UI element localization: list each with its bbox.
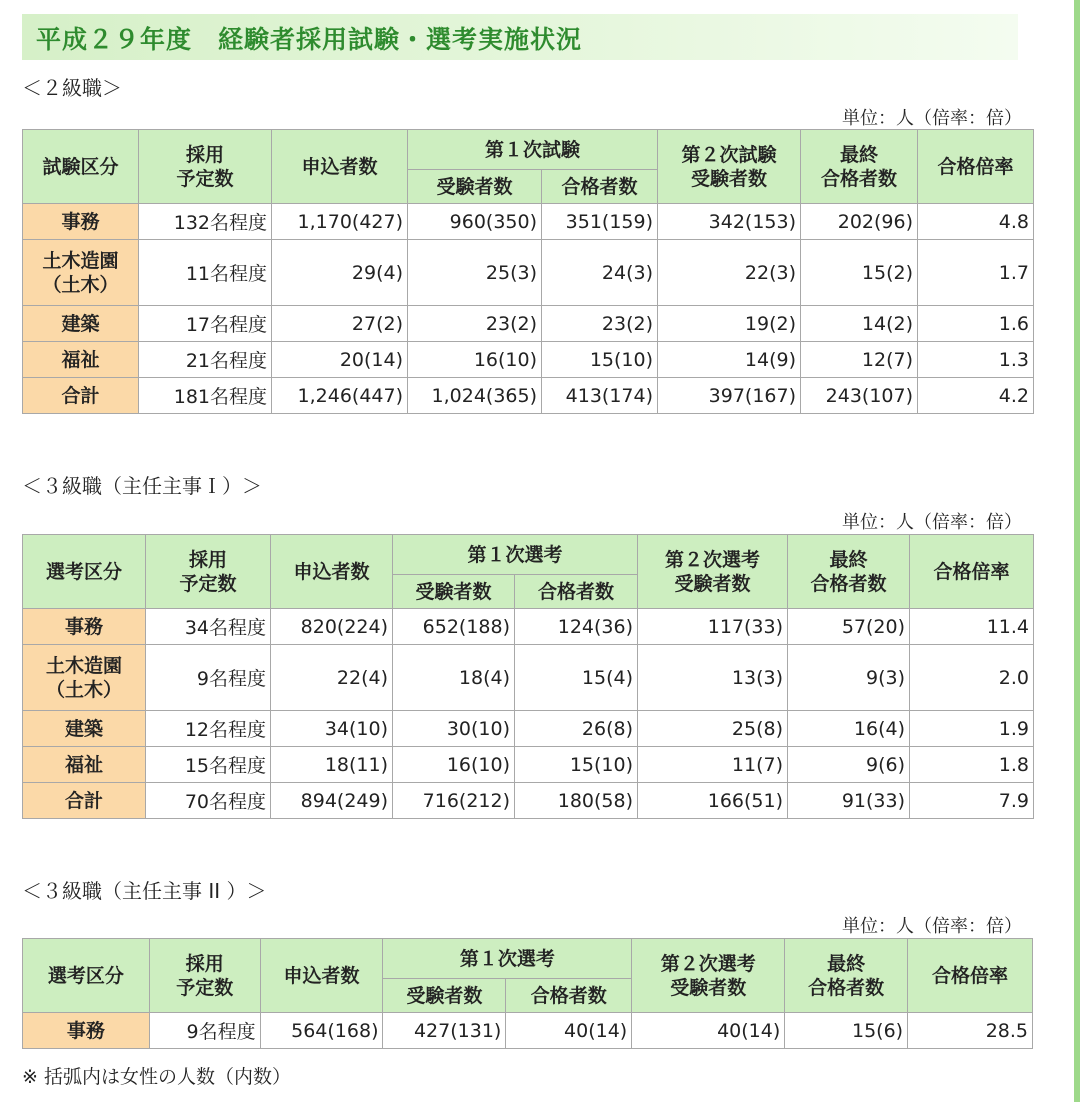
first-passers-cell: 351(159) [542,204,658,240]
final-passers-cell: 9(3) [788,645,910,711]
header-applicants: 申込者数 [272,130,408,204]
second-examinees-cell: 14(9) [658,342,801,378]
ratio-cell: 7.9 [910,783,1034,819]
ratio-cell: 1.6 [918,306,1034,342]
ratio-cell: 2.0 [910,645,1034,711]
unit-note: 単位：人（倍率：倍） [842,916,1022,937]
second-examinees-cell: 11(7) [638,747,788,783]
right-border-decoration [1074,0,1080,1102]
header-applicants: 申込者数 [271,535,393,609]
first-examinees-cell: 427(131) [383,1013,506,1049]
row-category-cell: 事務 [23,204,139,240]
table-row [23,783,1034,819]
first-examinees-cell: 960(350) [408,204,542,240]
second-examinees-cell: 40(14) [632,1013,785,1049]
header-first-passers: 合格者数 [506,979,632,1013]
planned-cell: 70名程度 [146,783,271,819]
first-passers-cell: 24(3) [542,240,658,306]
first-examinees-cell: 16(10) [408,342,542,378]
second-examinees-cell: 117(33) [638,609,788,645]
applicants-cell: 29(4) [272,240,408,306]
table-grade2 [22,129,1034,414]
header-first-passers: 合格者数 [515,575,638,609]
row-category-cell: 事務 [23,609,146,645]
applicants-cell: 27(2) [272,306,408,342]
table-grade3-chief-2 [22,938,1033,1049]
header-planned: 採用 予定数 [146,535,271,609]
header-first-examinees: 受験者数 [383,979,506,1013]
final-passers-cell: 15(6) [785,1013,908,1049]
header-second-examinees: 第２次選考 受験者数 [632,939,785,1013]
first-passers-cell: 15(10) [515,747,638,783]
planned-cell: 12名程度 [146,711,271,747]
final-passers-cell: 16(4) [788,711,910,747]
planned-cell: 132名程度 [139,204,272,240]
planned-cell: 15名程度 [146,747,271,783]
title-bar [22,14,1018,60]
ratio-cell: 4.8 [918,204,1034,240]
header-first-exam: 第１次選考 [393,535,638,575]
header-planned: 採用 予定数 [149,939,260,1013]
planned-cell: 11名程度 [139,240,272,306]
row-category-cell: 事務 [23,1013,150,1049]
first-passers-cell: 180(58) [515,783,638,819]
final-passers-cell: 9(6) [788,747,910,783]
table-row [23,609,1034,645]
header-category: 選考区分 [23,939,150,1013]
header-second-examinees: 第２次選考 受験者数 [638,535,788,609]
second-examinees-cell: 25(8) [638,711,788,747]
header-final-passers: 最終 合格者数 [801,130,918,204]
header-first-exam: 第１次試験 [408,130,658,170]
first-examinees-cell: 16(10) [393,747,515,783]
ratio-cell: 11.4 [910,609,1034,645]
table-row [23,306,1034,342]
planned-cell: 9名程度 [146,645,271,711]
row-category-cell: 合計 [23,783,146,819]
table-row [23,342,1034,378]
table-row [23,747,1034,783]
planned-cell: 9名程度 [149,1013,260,1049]
first-passers-cell: 26(8) [515,711,638,747]
section-heading-grade3-1: ＜３級職（主任主事Ｉ）＞ [22,474,262,498]
applicants-cell: 18(11) [271,747,393,783]
applicants-cell: 22(4) [271,645,393,711]
applicants-cell: 1,170(427) [272,204,408,240]
unit-note: 単位：人（倍率：倍） [842,108,1022,129]
header-final-passers: 最終 合格者数 [788,535,910,609]
final-passers-cell: 91(33) [788,783,910,819]
first-passers-cell: 40(14) [506,1013,632,1049]
first-examinees-cell: 23(2) [408,306,542,342]
first-examinees-cell: 652(188) [393,609,515,645]
final-passers-cell: 15(2) [801,240,918,306]
first-passers-cell: 124(36) [515,609,638,645]
applicants-cell: 564(168) [260,1013,383,1049]
table-row [23,645,1034,711]
row-category-cell: 建築 [23,711,146,747]
table-row [23,204,1034,240]
first-passers-cell: 15(10) [542,342,658,378]
ratio-cell: 1.8 [910,747,1034,783]
final-passers-cell: 14(2) [801,306,918,342]
ratio-cell: 1.3 [918,342,1034,378]
second-examinees-cell: 19(2) [658,306,801,342]
applicants-cell: 1,246(447) [272,378,408,414]
header-first-passers: 合格者数 [542,170,658,204]
table-grade3-chief-1 [22,534,1034,819]
planned-cell: 181名程度 [139,378,272,414]
row-category-cell: 土木造園 （土木） [23,240,139,306]
footnote: ※ 括弧内は女性の人数（内数） [22,1066,291,1088]
table-row [23,378,1034,414]
first-examinees-cell: 18(4) [393,645,515,711]
header-category: 試験区分 [23,130,139,204]
header-category: 選考区分 [23,535,146,609]
first-passers-cell: 413(174) [542,378,658,414]
table-row [23,711,1034,747]
section-heading-grade2: ＜２級職＞ [22,76,122,100]
ratio-cell: 28.5 [908,1013,1033,1049]
applicants-cell: 34(10) [271,711,393,747]
second-examinees-cell: 397(167) [658,378,801,414]
planned-cell: 17名程度 [139,306,272,342]
second-examinees-cell: 13(3) [638,645,788,711]
table-row [23,1013,1033,1049]
first-examinees-cell: 30(10) [393,711,515,747]
header-ratio: 合格倍率 [918,130,1034,204]
row-category-cell: 福祉 [23,342,139,378]
final-passers-cell: 243(107) [801,378,918,414]
second-examinees-cell: 342(153) [658,204,801,240]
first-passers-cell: 15(4) [515,645,638,711]
row-category-cell: 福祉 [23,747,146,783]
final-passers-cell: 57(20) [788,609,910,645]
header-applicants: 申込者数 [260,939,383,1013]
first-examinees-cell: 716(212) [393,783,515,819]
row-category-cell: 建築 [23,306,139,342]
header-final-passers: 最終 合格者数 [785,939,908,1013]
header-planned: 採用 予定数 [139,130,272,204]
header-first-exam: 第１次選考 [383,939,632,979]
applicants-cell: 894(249) [271,783,393,819]
applicants-cell: 820(224) [271,609,393,645]
first-examinees-cell: 25(3) [408,240,542,306]
final-passers-cell: 202(96) [801,204,918,240]
second-examinees-cell: 22(3) [658,240,801,306]
ratio-cell: 4.2 [918,378,1034,414]
header-second-examinees: 第２次試験 受験者数 [658,130,801,204]
final-passers-cell: 12(7) [801,342,918,378]
first-examinees-cell: 1,024(365) [408,378,542,414]
row-category-cell: 合計 [23,378,139,414]
second-examinees-cell: 166(51) [638,783,788,819]
unit-note: 単位：人（倍率：倍） [842,512,1022,533]
page-title: 平成２９年度 経験者採用試験・選考実施状況 [36,25,583,54]
planned-cell: 34名程度 [146,609,271,645]
row-category-cell: 土木造園 （土木） [23,645,146,711]
planned-cell: 21名程度 [139,342,272,378]
header-ratio: 合格倍率 [908,939,1033,1013]
ratio-cell: 1.7 [918,240,1034,306]
header-first-examinees: 受験者数 [408,170,542,204]
applicants-cell: 20(14) [272,342,408,378]
header-ratio: 合格倍率 [910,535,1034,609]
ratio-cell: 1.9 [910,711,1034,747]
header-first-examinees: 受験者数 [393,575,515,609]
table-row [23,240,1034,306]
first-passers-cell: 23(2) [542,306,658,342]
section-heading-grade3-2: ＜３級職（主任主事 II ）＞ [22,879,267,903]
